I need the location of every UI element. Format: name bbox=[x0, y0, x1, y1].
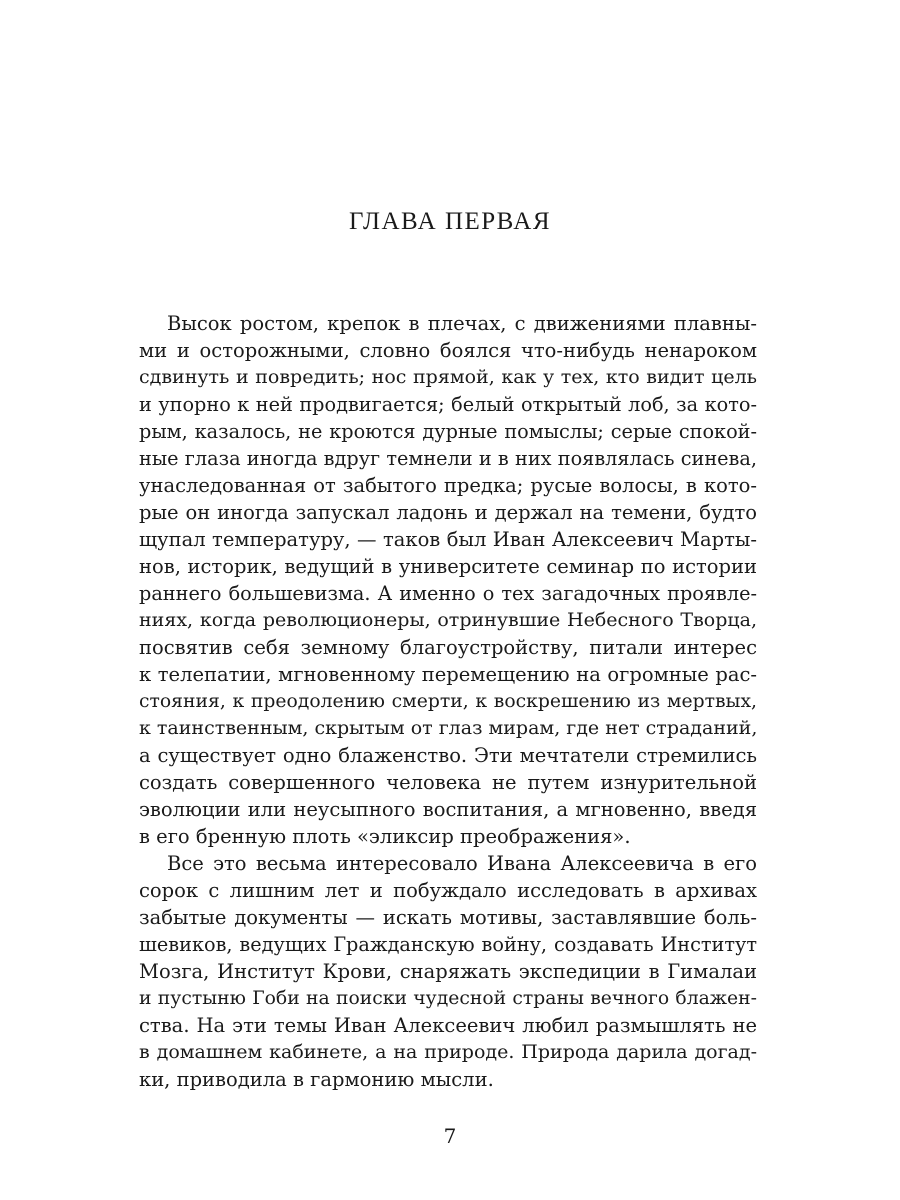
text-line: эволюции или неусыпного воспитания, а мгновенно, введя bbox=[139, 798, 757, 821]
text-line: стояния, к преодолению смерти, к воскрешению из мертвых, bbox=[139, 691, 757, 712]
text-line: раннего большевизма. А именно о тех загадочных проявле- bbox=[139, 582, 757, 605]
text-line: забытые документы — искать мотивы, заставлявшие боль- bbox=[139, 906, 757, 929]
text-line: сорок с лишним лет и побуждало исследовать в архивах bbox=[139, 879, 757, 902]
text-line: ми и осторожными, словно боялся что-нибудь ненароком bbox=[139, 339, 757, 362]
text-line: щупал температуру, — таков был Иван Алексеевич Марты- bbox=[139, 528, 757, 551]
text-line: ства. На эти темы Иван Алексеевич любил размышлять не bbox=[139, 1014, 757, 1037]
text-line: Мозга, Институт Крови, снаряжать экспедиции в Гималаи bbox=[139, 960, 757, 983]
text-line: и пустыню Гоби на поиски чудесной страны вечного блажен- bbox=[139, 988, 757, 1009]
text-line: шевиков, ведущих Гражданскую войну, создавать Институт bbox=[139, 933, 757, 956]
paragraph-2 bbox=[139, 850, 757, 1093]
text-line: к телепатии, мгновенному перемещению на огромные рас- bbox=[139, 663, 757, 686]
text-line: унаследованная от забытого предка; русые волосы, в кото- bbox=[139, 474, 757, 497]
text-line: ниях, когда революционеры, отринувшие Небесного Творца, bbox=[139, 609, 757, 631]
text-line: ки, приводила в гармонию мысли. bbox=[139, 1068, 494, 1091]
text-line: Все это весьма интересовало Ивана Алексеевича в его bbox=[167, 852, 757, 875]
text-line: а существует одно блаженство. Эти мечтатели стремились bbox=[139, 744, 757, 767]
text-line: и упорно к ней продвигается; белый открытый лоб, за кото- bbox=[139, 393, 757, 416]
text-line: нов, историк, ведущий в университете семинар по истории bbox=[139, 555, 757, 578]
page-number: 7 bbox=[443, 1124, 457, 1148]
text-line: ные глаза иногда вдруг темнели и в них появлялась синева, bbox=[139, 447, 757, 470]
text-line: Высок ростом, крепок в плечах, с движениями плавны- bbox=[167, 312, 757, 335]
text-line: рые он иногда запускал ладонь и держал на темени, будто bbox=[139, 501, 757, 524]
body-text bbox=[139, 310, 757, 1093]
text-line: к таинственным, скрытым от глаз мирам, где нет страданий, bbox=[139, 717, 758, 739]
text-line: сдвинуть и повредить; нос прямой, как у тех, кто видит цель bbox=[139, 366, 757, 388]
text-line: посвятив себя земному благоустройству, питали интерес bbox=[139, 636, 757, 659]
text-line: в его бренную плоть «эликсир преображения». bbox=[139, 825, 631, 848]
text-line: создать совершенного человека не путем изнурительной bbox=[139, 771, 757, 794]
chapter-title: ГЛАВА ПЕРВАЯ bbox=[348, 208, 552, 235]
paragraph-1 bbox=[139, 310, 757, 850]
text-line: рым, казалось, не кроются дурные помыслы; серые спокой- bbox=[139, 420, 757, 443]
text-line: в домашнем кабинете, а на природе. Природа дарила догад- bbox=[139, 1041, 757, 1063]
